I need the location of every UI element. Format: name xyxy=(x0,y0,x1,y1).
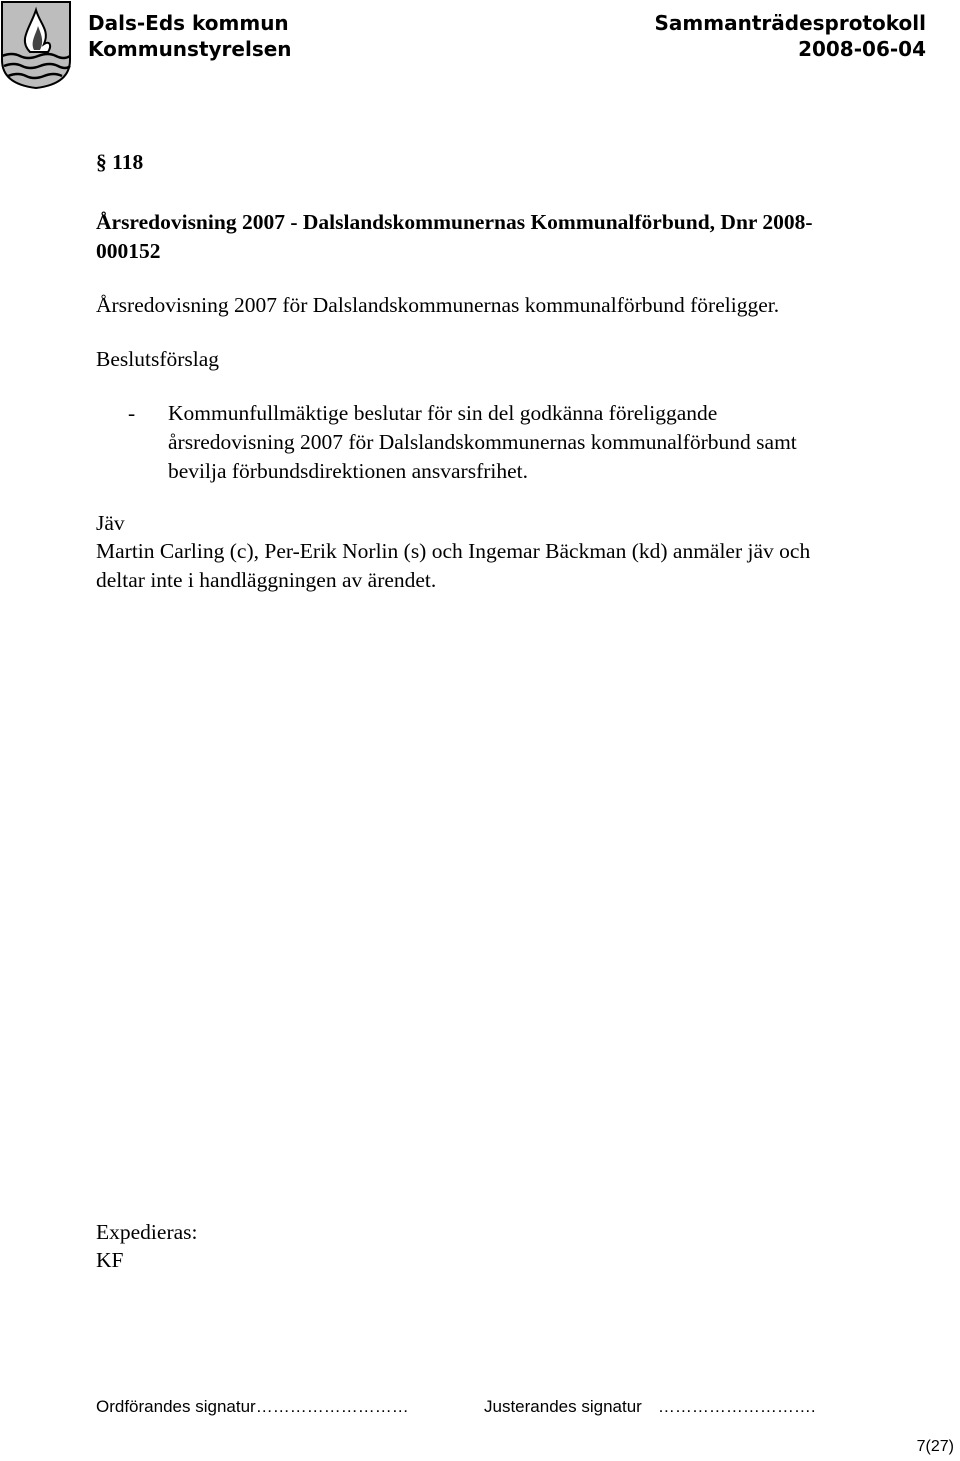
adjuster-signature-line xyxy=(484,1396,816,1418)
bullet-dash: - xyxy=(128,401,136,425)
dispatch-label: Expedieras: xyxy=(96,1220,198,1244)
page-number: 7(27) xyxy=(916,1438,954,1455)
conflict-line-1: Martin Carling (c), Per-Erik Norlin (s) och Ingemar Bäckman (kd) anmäler jäv och xyxy=(96,539,811,563)
board-name: Kommunstyrelsen xyxy=(88,37,292,61)
proposal-line-1: Kommunfullmäktige beslutar för sin del godkänna föreliggande xyxy=(168,401,718,425)
dispatch-recipient: KF xyxy=(96,1248,124,1272)
conflict-line-2: deltar inte i handläggningen av ärendet. xyxy=(96,568,437,592)
section-title-line-1: Årsredovisning 2007 - Dalslandskommunernas Kommunalförbund, Dnr 2008- xyxy=(96,210,813,234)
municipality-name: Dals-Eds kommun xyxy=(88,11,289,35)
conflict-of-interest-heading: Jäv xyxy=(96,511,125,535)
proposal-line-2: årsredovisning 2007 för Dalslandskommunernas kommunalförbund samt xyxy=(168,430,797,454)
intro-text: Årsredovisning 2007 för Dalslandskommunernas kommunalförbund föreligger. xyxy=(96,293,780,317)
paragraph-number: § 118 xyxy=(96,150,144,174)
proposal-text xyxy=(168,399,797,486)
proposal-line-3: bevilja förbundsdirektionen ansvarsfrihet. xyxy=(168,459,529,483)
section-title xyxy=(96,208,813,266)
conflict-of-interest-text xyxy=(96,537,810,595)
header-left xyxy=(88,10,292,62)
chair-signature-line: Ordförandes signatur……………………… xyxy=(96,1397,409,1416)
proposal-heading: Beslutsförslag xyxy=(96,347,220,371)
meeting-date: 2008-06-04 xyxy=(798,37,926,61)
section-title-line-2: 000152 xyxy=(96,239,161,263)
municipality-logo xyxy=(0,0,72,90)
adjuster-signature-label: Justerandes signatur xyxy=(484,1397,642,1416)
adjuster-signature-dots: ………………………. xyxy=(657,1397,816,1416)
document-type: Sammanträdesprotokoll xyxy=(654,11,926,35)
header-right xyxy=(655,10,926,62)
